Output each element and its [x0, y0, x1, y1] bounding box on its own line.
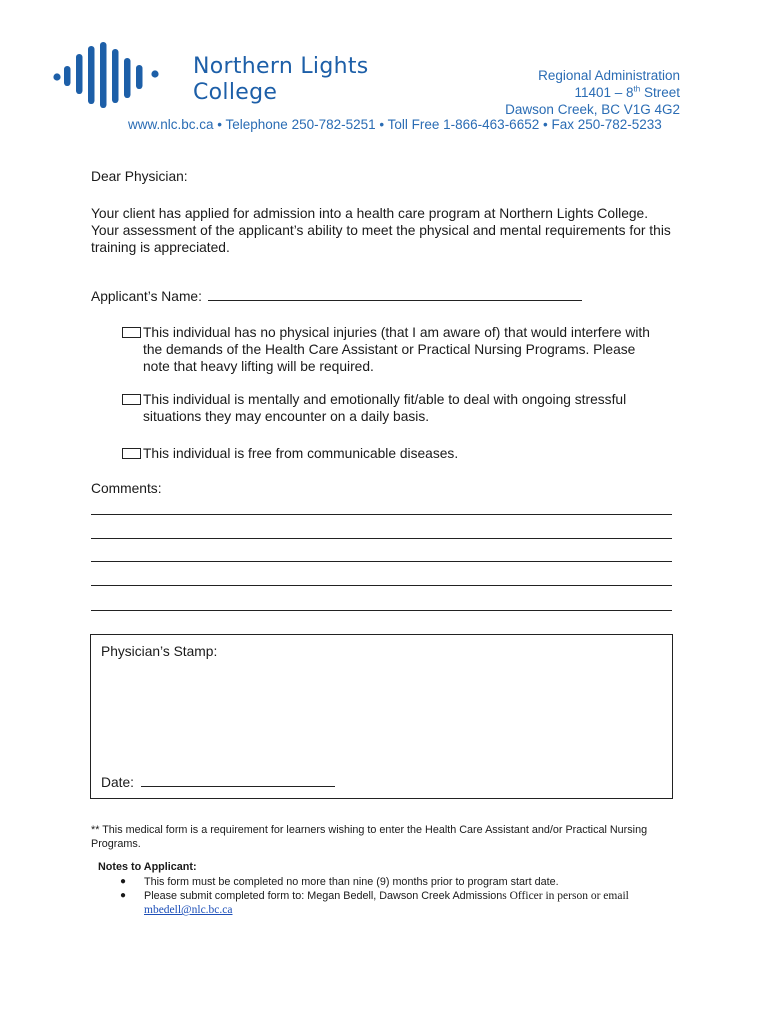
- notes-list: [98, 875, 698, 917]
- bullet-icon: ●: [120, 890, 127, 901]
- college-wordmark: [193, 54, 369, 106]
- list-item: ● This form must be completed no more than nine (9) months prior to program start date.: [120, 876, 559, 888]
- footnote: ** This medical form is a requirement for learners wishing to enter the Health Care Assistant and/or Practical Nursing Programs.: [91, 824, 648, 850]
- checkbox-physical[interactable]: [122, 327, 141, 338]
- contact-line: www.nlc.bc.ca • Telephone 250-782-5251 • Toll Free 1-866-463-6652 • Fax 250-782-5233: [128, 117, 662, 132]
- address-line2: 11401 – 8th Street: [574, 84, 680, 100]
- stamp-label: Physician’s Stamp:: [101, 644, 218, 659]
- applicant-name-row: [91, 286, 582, 305]
- date-row: [101, 773, 335, 791]
- intro-paragraph: Your client has applied for admission into a health care program at Northern Lights College. Your assessment of the applicant’s ability to meet the physical and mental requirements for this training is appreciated.: [91, 206, 671, 255]
- comment-line[interactable]: [91, 610, 672, 611]
- applicant-name-field[interactable]: [208, 286, 582, 301]
- comment-line[interactable]: [91, 538, 672, 539]
- comment-line[interactable]: [91, 561, 672, 562]
- date-label: Date:: [101, 775, 138, 790]
- bullet-icon: ●: [120, 876, 127, 887]
- wordmark-line2: College: [193, 80, 278, 105]
- address-line3: Dawson Creek, BC V1G 4G2: [505, 102, 680, 117]
- check-item-physical: This individual has no physical injuries (that I am aware of) that would interfere with the demands of the Health Care Assistant or Practical Nursing Programs. Please note that heavy lifting will be required.: [122, 324, 662, 375]
- college-logo-icon: [52, 40, 172, 114]
- greeting: Dear Physician:: [91, 169, 188, 184]
- checkbox-communicable[interactable]: [122, 448, 141, 459]
- email-link[interactable]: mbedell@nlc.bc.ca: [144, 904, 233, 916]
- comment-line[interactable]: [91, 514, 672, 515]
- address-block: [505, 67, 680, 118]
- check-item-communicable: This individual is free from communicable diseases.: [122, 445, 662, 462]
- wordmark-line1: Northern Lights: [193, 54, 369, 79]
- date-field[interactable]: [141, 773, 335, 787]
- notes-title: Notes to Applicant:: [98, 861, 197, 873]
- check-item-mental: This individual is mentally and emotionally fit/able to deal with ongoing stressful situations they may encounter on a daily basis.: [122, 391, 662, 425]
- comments-label: Comments:: [91, 481, 162, 496]
- comment-line[interactable]: [91, 585, 672, 586]
- list-item: ● Please submit completed form to: Megan Bedell, Dawson Creek Admissions Officer in person or email mbedell@nlc.bc.ca: [120, 890, 629, 916]
- address-line1: Regional Administration: [538, 68, 680, 83]
- checkbox-mental[interactable]: [122, 394, 141, 405]
- applicant-name-label: Applicant’s Name:: [91, 289, 206, 304]
